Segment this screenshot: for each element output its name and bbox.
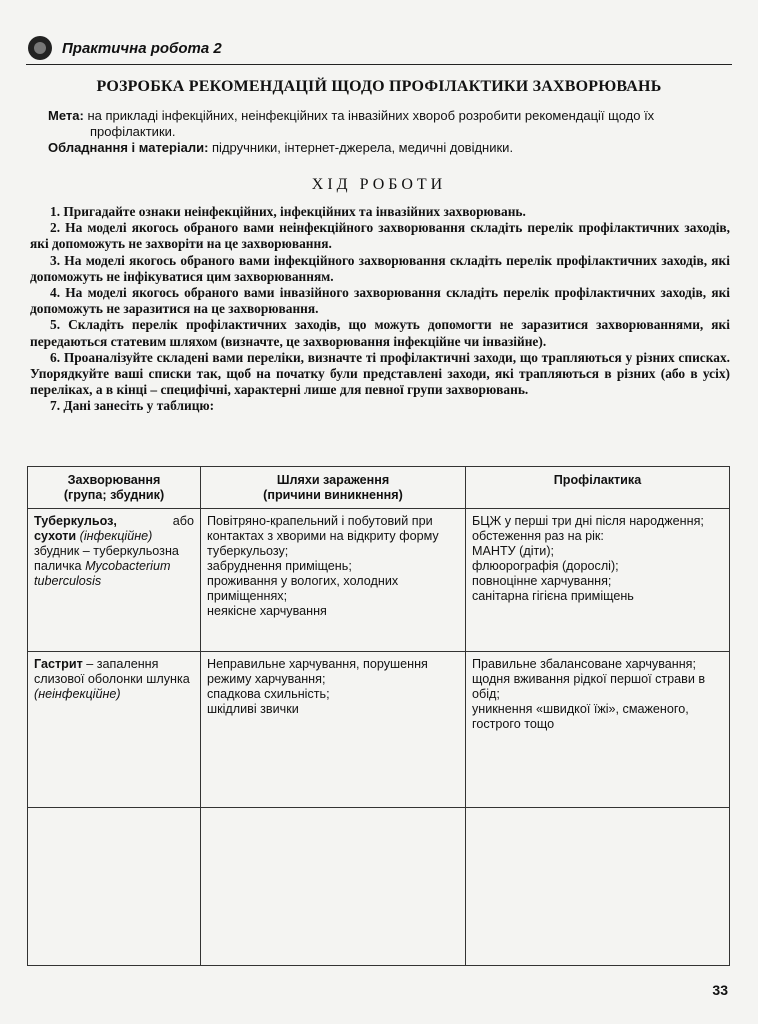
disease-cell — [28, 509, 201, 652]
procedure-title: ХІД РОБОТИ — [311, 176, 447, 193]
disease-pathogen: Mycobacterium tuberculosis — [34, 559, 171, 589]
transmission-item: шкідливі звички — [207, 702, 299, 717]
table-row-empty — [28, 807, 730, 965]
transmission-item: Неправильне харчування, порушення режиму харчування; — [207, 657, 428, 687]
prevention-item: Правильне збалансоване харчування; — [472, 657, 696, 672]
table-row — [28, 652, 730, 807]
prevention-cell-empty[interactable] — [466, 807, 730, 965]
goal-label: Мета: — [48, 108, 84, 123]
header-line: (причини виникнення) — [263, 488, 403, 502]
transmission-cell-empty[interactable] — [201, 807, 466, 965]
table-row — [28, 509, 730, 652]
page-header — [26, 34, 732, 65]
disease-cell-empty[interactable] — [28, 807, 201, 965]
prevention-item: уникнення «швидкої їжі», смаженого, гострого тощо — [472, 702, 689, 732]
equipment-line — [48, 140, 734, 156]
header-line: Шляхи зараження — [276, 473, 390, 487]
prevention-item: щодня вживання рідкої першої страви в обід; — [472, 672, 706, 702]
section-badge-icon — [28, 36, 52, 60]
transmission-cell — [201, 652, 466, 807]
disease-name: Гастрит — [34, 657, 83, 672]
transmission-item: неякісне харчування — [207, 604, 327, 619]
goal-line — [48, 108, 734, 124]
page-title: РОЗРОБКА РЕКОМЕНДАЦІЙ ЩОДО ПРОФІЛАКТИКИ ЗАХВОРЮВАНЬ — [96, 78, 662, 95]
prevention-item: флюорографія (дорослі); — [472, 559, 619, 574]
prevention-item: повноцінне харчування; — [472, 574, 612, 589]
disease-group: (неінфекційне) — [34, 687, 121, 702]
step-item: 7. Дані занесіть у таблицю: — [50, 398, 215, 414]
header-transmission — [201, 467, 466, 509]
prevention-cell — [466, 509, 730, 652]
prevention-item: МАНТУ (діти); — [472, 544, 555, 559]
step-item: 5. Складіть перелік профілактичних заходів, що можуть допомогти не заразитися захворюваннями, які передаються статевим шляхом (визначте, це захворювання інфекційне чи інвазійне). — [30, 317, 730, 349]
disease-name: Туберкульоз, — [34, 514, 117, 529]
header-line: Профілактика — [553, 473, 642, 487]
header-title: Практична робота 2 — [62, 40, 222, 57]
step-item: 2. На моделі якогось обраного вами неінфекційного захворювання складіть перелік профілактичних заходів, які допоможуть не захворіти на це захворювання. — [30, 220, 730, 252]
step-item: 4. На моделі якогось обраного вами інвазійного захворювання складіть перелік профілактичних заходів, які допоможуть не заразитися на це захворювання. — [30, 285, 730, 317]
equipment-text: підручники, інтернет-джерела, медичні довідники. — [208, 140, 514, 155]
disease-text: збудник – туберкульозна паличка — [34, 544, 179, 574]
goal-text: на прикладі інфекційних, неінфекційних та інвазійних хвороб розробити рекомендації щодо їх — [83, 108, 655, 123]
equipment-label: Обладнання і матеріали: — [48, 140, 209, 155]
steps-list — [30, 204, 730, 415]
disease-text: – запалення слизової оболонки шлунка — [34, 657, 190, 687]
disease-alt-word: або — [172, 514, 194, 529]
transmission-item: Повітряно-крапельний і побутовий при контактах з хворими на відкриту форму туберкульозу; — [207, 514, 439, 559]
step-item: 1. Пригадайте ознаки неінфекційних, інфекційних та інвазійних захворювань. — [50, 204, 526, 219]
header-prevention — [466, 467, 730, 509]
disease-group: (інфекційне) — [79, 529, 153, 544]
transmission-item: проживання у вологих, холодних приміщеннях; — [207, 574, 399, 604]
prevention-item: санітарна гігієна приміщень — [472, 589, 634, 604]
transmission-cell — [201, 509, 466, 652]
transmission-item: спадкова схильність; — [207, 687, 330, 702]
page-number: 33 — [712, 982, 728, 998]
disease-cell — [28, 652, 201, 807]
table-header-row — [28, 467, 730, 509]
prevention-item: БЦЖ у перші три дні після народження; обстеження раз на рік: — [472, 514, 704, 544]
disease-alt-name: сухоти — [34, 529, 77, 544]
goal-line-2: профілактики. — [90, 124, 176, 139]
header-disease — [28, 467, 201, 509]
meta-block — [48, 108, 734, 156]
transmission-item: забруднення приміщень; — [207, 559, 352, 574]
prevention-cell — [466, 652, 730, 807]
step-item: 3. На моделі якогось обраного вами інфекційного захворювання складіть перелік профілактичних заходів, які допоможуть не інфікуватися цим захворюванням. — [30, 252, 730, 284]
prevention-table — [27, 466, 730, 966]
step-item: 6. Проаналізуйте складені вами переліки, визначте ті профілактичні заходи, що трапляються у різних списках. Упорядкуйте ваші списки так, щоб на початку були представлені заходи, які трапляються в різних (або в усіх) переліках, а в кінці – специфічні, характерні лише для певної групи захворювань. — [30, 349, 730, 398]
header-line: Захворювання — [67, 473, 161, 487]
header-line: (група; збудник) — [63, 488, 165, 502]
